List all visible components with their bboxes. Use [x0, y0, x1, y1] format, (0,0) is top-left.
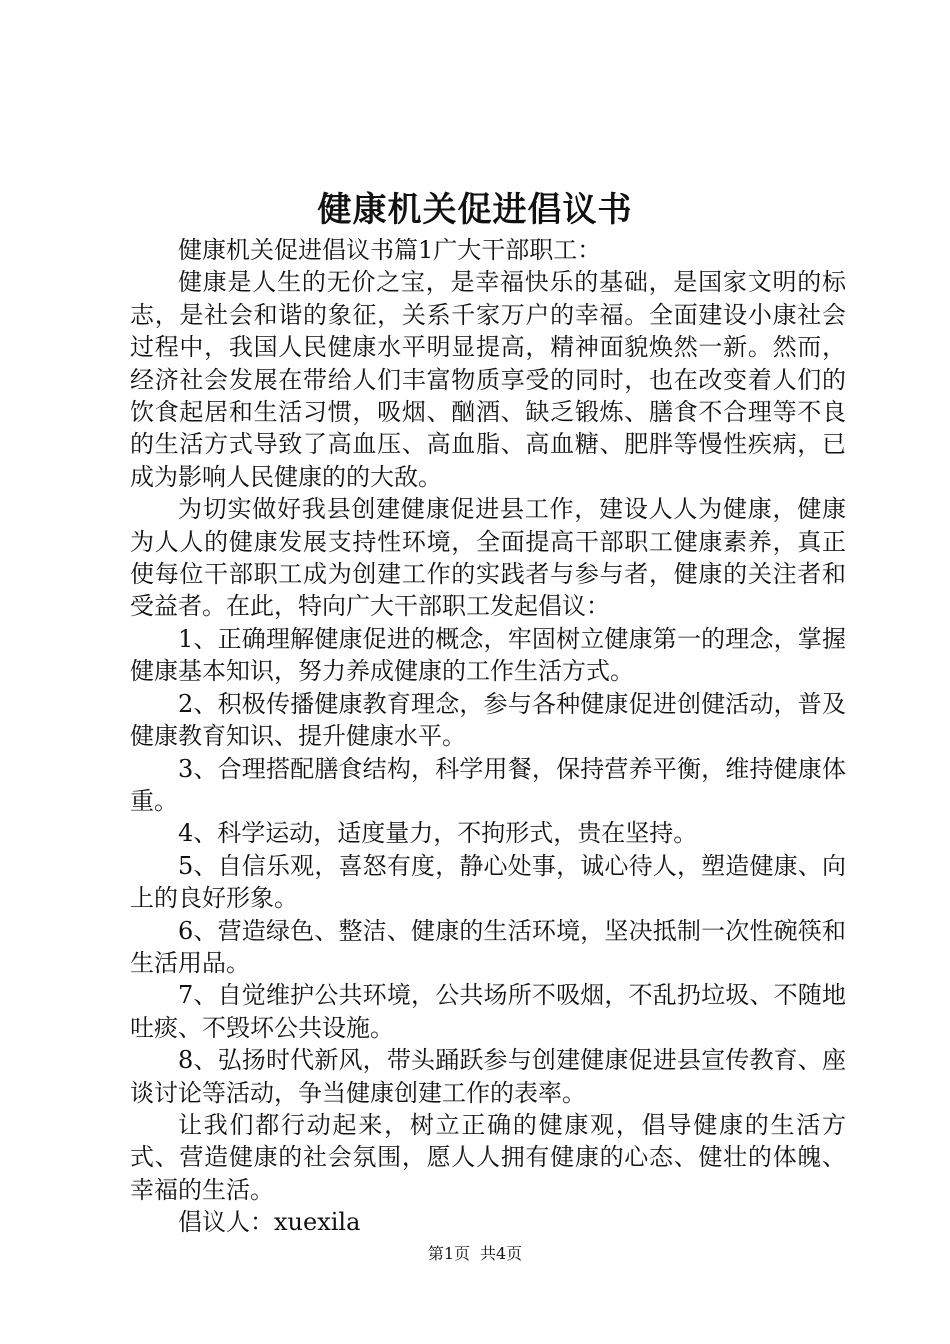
- paragraph-purpose: 为切实做好我县创建健康促进县工作，建设人人为健康，健康为人人的健康发展支持性环境，全面提高干部职工健康素养，真正使每位干部职工成为创建工作的实践者与参与者，健康的关注者和受益者。在此，特向广大干部职工发起倡议：: [130, 495, 846, 621]
- page-total: 共4页: [480, 1244, 523, 1263]
- page-number: 第1页: [427, 1244, 470, 1263]
- proposal-item-3: 3、合理搭配膳食结构，科学用餐，保持营养平衡，维持健康体重。: [130, 754, 846, 815]
- document-body: [130, 234, 846, 1239]
- proposal-item-7: 7、自觉维护公共环境，公共场所不吸烟，不乱扔垃圾、不随地吐痰、不毁坏公共设施。: [130, 981, 846, 1042]
- proposal-item-5: 5、自信乐观，喜怒有度，静心处事，诚心待人，塑造健康、向上的良好形象。: [130, 851, 846, 913]
- proposal-item-8: 8、弘扬时代新风，带头踊跃参与创建健康促进县宣传教育、座谈讨论等活动，争当健康创建工作的表率。: [130, 1046, 846, 1107]
- proposer-signature: 倡议人：xuexila: [178, 1208, 361, 1237]
- proposal-item-6: 6、营造绿色、整洁、健康的生活环境，坚决抵制一次性碗筷和生活用品。: [130, 916, 846, 977]
- proposal-item-2: 2、积极传播健康教育理念，参与各种健康促进创健活动，普及健康教育知识、提升健康水平。: [130, 689, 846, 751]
- paragraph-salutation: 健康机关促进倡议书篇1广大干部职工：: [178, 236, 602, 264]
- page-footer: [0, 1242, 950, 1266]
- document-title: 健康机关促进倡议书: [317, 190, 633, 230]
- proposal-item-1: 1、正确理解健康促进的概念，牢固树立健康第一的理念，掌握健康基本知识，努力养成健康的工作生活方式。: [130, 624, 846, 686]
- paragraph-intro: 健康是人生的无价之宝，是幸福快乐的基础，是国家文明的标志，是社会和谐的象征，关系千家万户的幸福。全面建设小康社会过程中，我国人民健康水平明显提高，精神面貌焕然一新。然而，经济社会发展在带给人们丰富物质享受的同时，也在改变着人们的饮食起居和生活习惯，吸烟、酗酒、缺乏锻炼、膳食不合理等不良的生活方式导致了高血压、高血脂、高血糖、肥胖等慢性疾病，已成为影响人民健康的的大敌。: [130, 268, 846, 491]
- proposal-item-4: 4、科学运动，适度量力，不拘形式，贵在坚持。: [178, 819, 698, 848]
- paragraph-closing: 让我们都行动起来，树立正确的健康观，倡导健康的生活方式、营造健康的社会氛围，愿人人拥有健康的心态、健壮的体魄、幸福的生活。: [130, 1110, 846, 1204]
